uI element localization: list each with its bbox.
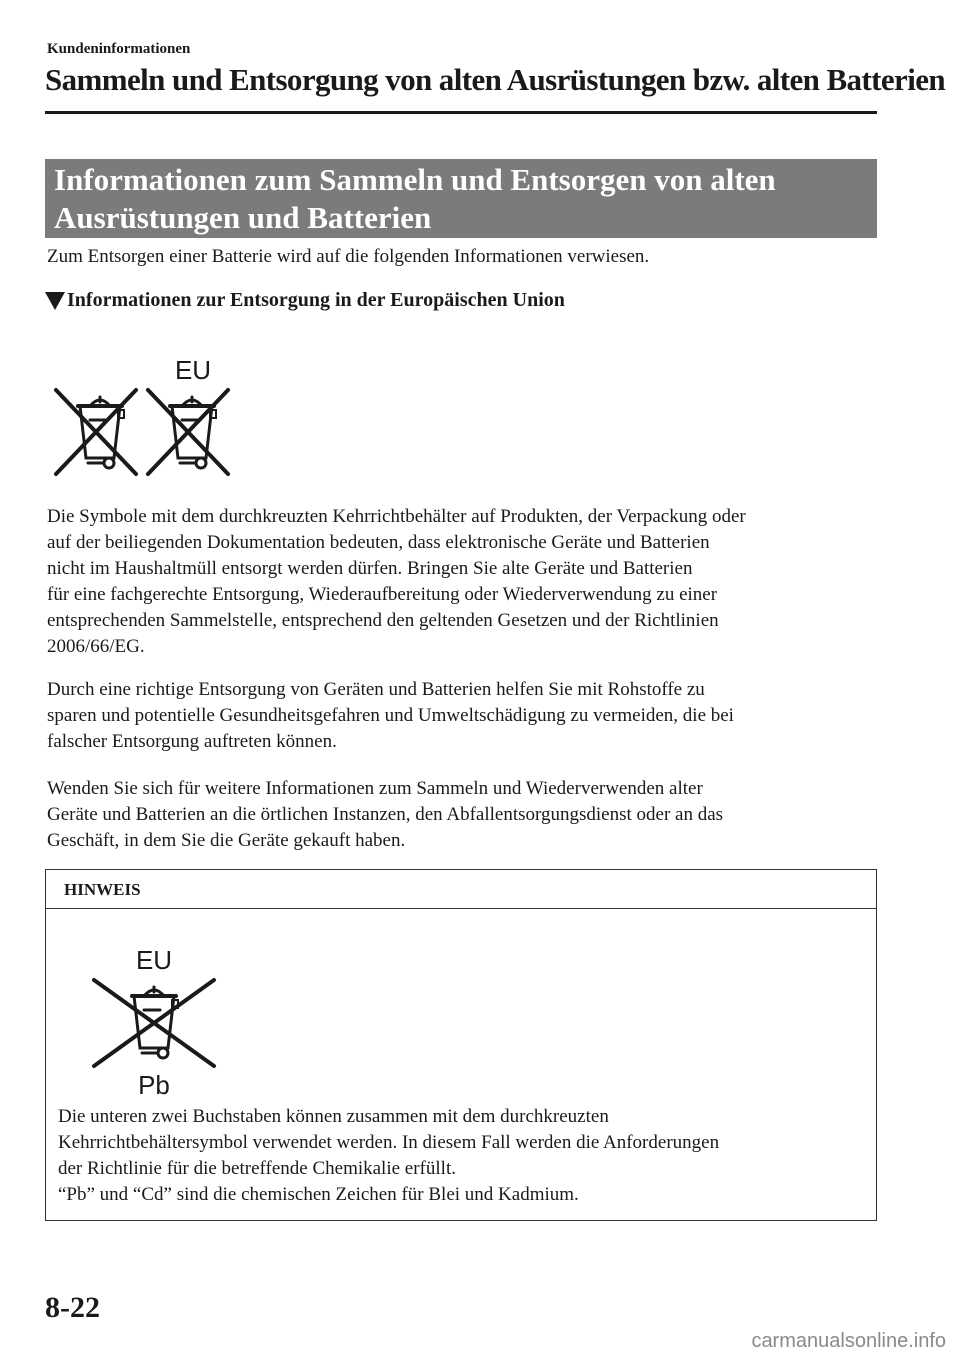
text-line: sparen und potentielle Gesundheitsgefahren und Umweltschädigung zu vermeiden, die bei: [47, 705, 734, 726]
text-line: für eine fachgerechte Entsorgung, Wiederaufbereitung oder Wiederverwendung zu einer: [47, 584, 718, 605]
section-heading-line-2: Ausrüstungen und Batterien: [54, 200, 432, 235]
figure-pb-label: Pb: [138, 1070, 170, 1100]
paragraph-2: [47, 677, 877, 755]
figure-eu-label: EU: [174, 355, 212, 385]
text-line: “Pb” und “Cd” sind die chemischen Zeichen für Blei und Kadmium.: [58, 1184, 579, 1205]
chapter-divider: [45, 111, 877, 114]
text-line: nicht im Haushaltmüll entsorgt werden dürfen. Bringen Sie alte Geräte und Batterien: [47, 558, 693, 579]
text-line: Kehrrichtbehältersymbol verwendet werden. In diesem Fall werden die Anforderungen: [58, 1132, 720, 1153]
figure-eu-label: EU: [135, 945, 173, 975]
crossed-bin-icon: [56, 390, 136, 474]
paragraph-1: [47, 504, 877, 660]
crossed-bin-icon-pb: [94, 980, 214, 1066]
text-line: falscher Entsorgung auftreten können.: [47, 731, 337, 752]
page-number: 8-22: [45, 1291, 100, 1324]
note-text: [58, 1104, 868, 1208]
watermark: carmanualsonline.info: [751, 1330, 946, 1352]
intro-text: [47, 244, 877, 270]
text-line: der Richtlinie für die betreffende Chemikalie erfüllt.: [58, 1158, 456, 1179]
text-line: Die unteren zwei Buchstaben können zusammen mit dem durchkreuzten: [58, 1106, 609, 1127]
note-title: HINWEIS: [64, 880, 141, 899]
text-line: 2006/66/EG.: [47, 636, 145, 657]
chapter-title: Sammeln und Entsorgung von alten Ausrüstungen bzw. alten Batterien: [45, 62, 946, 97]
text-line: auf der beiliegenden Dokumentation bedeuten, dass elektronische Geräte und Batterien: [47, 532, 710, 553]
text-line: Die Symbole mit dem durchkreuzten Kehrrichtbehälter auf Produkten, der Verpackung oder: [47, 506, 746, 527]
crossed-bin-icon-eu: [148, 390, 228, 474]
paragraph-3: [47, 776, 877, 854]
section-label: Kundeninformationen: [47, 41, 191, 57]
section-heading: [45, 159, 877, 238]
text-line: entsprechenden Sammelstelle, entsprechend den geltenden Gesetzen und der Richtlinien: [47, 610, 719, 631]
text-line: Geräte und Batterien an die örtlichen Instanzen, den Abfallentsorgungsdienst oder an das: [47, 804, 724, 825]
subheading: [45, 289, 565, 312]
triangle-marker-icon: [45, 292, 65, 310]
crossed-bin-figure-pb: [90, 942, 220, 1102]
section-heading-line-1: Informationen zum Sammeln und Entsorgen von alten: [54, 162, 776, 197]
subheading-label: Informationen zur Entsorgung in der Europäischen Union: [67, 289, 565, 311]
intro-line: Zum Entsorgen einer Batterie wird auf die folgenden Informationen verwiesen.: [47, 246, 650, 267]
text-line: Wenden Sie sich für weitere Informationen zum Sammeln und Wiederverwenden alter: [47, 778, 703, 799]
text-line: Geschäft, in dem Sie die Geräte gekauft haben.: [47, 830, 406, 851]
note-header: [46, 870, 876, 909]
note-box: [45, 869, 877, 1221]
crossed-bin-figure-eu: [50, 352, 240, 482]
text-line: Durch eine richtige Entsorgung von Geräten und Batterien helfen Sie mit Rohstoffe zu: [47, 679, 705, 700]
